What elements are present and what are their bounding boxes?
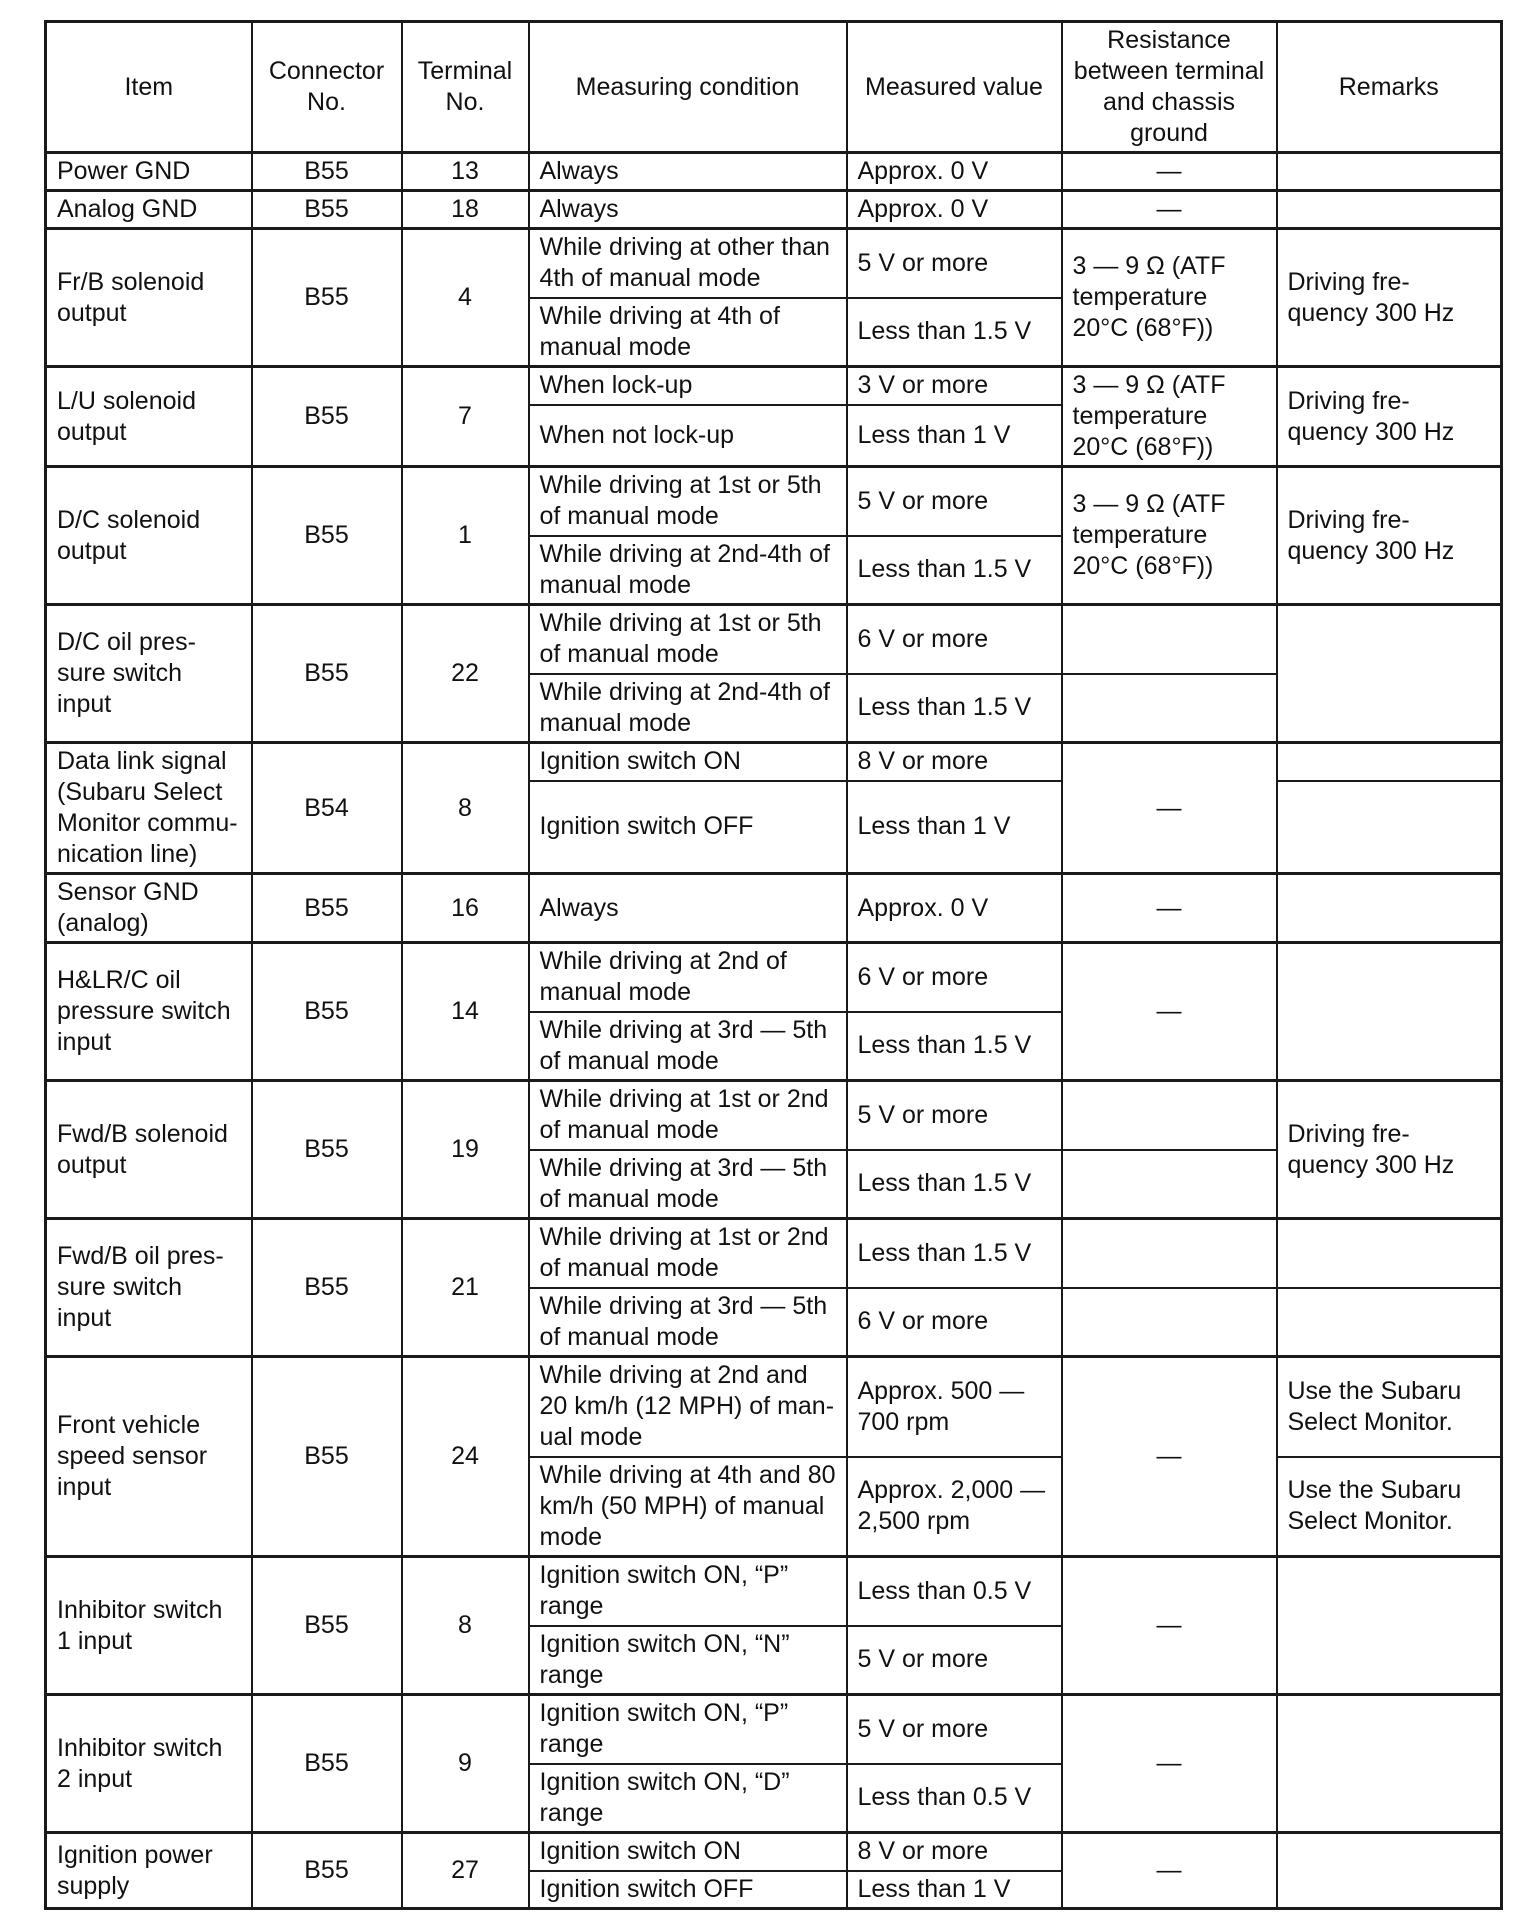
condition-cell: Always <box>529 191 847 229</box>
remarks-cell <box>1277 743 1502 781</box>
remarks-cell: Driving fre-quency 300 Hz <box>1277 229 1502 367</box>
table-row <box>46 1219 1502 1288</box>
remarks-cell: Driving fre-quency 300 Hz <box>1277 1081 1502 1219</box>
remarks-cell <box>1277 1833 1502 1909</box>
item-cell: Front vehicle speed sensor input <box>46 1357 252 1557</box>
table-row <box>46 605 1502 674</box>
connector-cell: B55 <box>252 229 402 367</box>
terminal-cell: 22 <box>402 605 529 743</box>
connector-cell: B55 <box>252 605 402 743</box>
remarks-cell <box>1277 153 1502 191</box>
terminal-cell: 13 <box>402 153 529 191</box>
terminal-cell: 18 <box>402 191 529 229</box>
terminal-cell: 8 <box>402 743 529 874</box>
connector-cell: B55 <box>252 1557 402 1695</box>
connector-cell: B54 <box>252 743 402 874</box>
terminal-cell: 7 <box>402 367 529 467</box>
table-row <box>46 1357 1502 1457</box>
condition-cell: Ignition switch ON <box>529 743 847 781</box>
connector-cell: B55 <box>252 943 402 1081</box>
condition-cell: While driving at 2nd-4th of manual mode <box>529 674 847 743</box>
resistance-cell <box>1062 1288 1277 1357</box>
condition-cell: While driving at 4th and 80 km/h (50 MPH) of manual mode <box>529 1457 847 1557</box>
connector-cell: B55 <box>252 874 402 943</box>
resistance-cell <box>1062 1150 1277 1219</box>
value-cell: 5 V or more <box>847 467 1062 536</box>
value-cell: 5 V or more <box>847 1695 1062 1764</box>
terminal-cell: 1 <box>402 467 529 605</box>
resistance-cell: — <box>1062 1695 1277 1833</box>
condition-cell: Ignition switch OFF <box>529 1871 847 1909</box>
condition-cell: Ignition switch ON, “D” range <box>529 1764 847 1833</box>
value-cell: 5 V or more <box>847 1081 1062 1150</box>
table-row <box>46 743 1502 781</box>
resistance-cell <box>1062 605 1277 674</box>
resistance-cell: — <box>1062 191 1277 229</box>
value-cell: Less than 1 V <box>847 405 1062 467</box>
value-cell: Less than 0.5 V <box>847 1764 1062 1833</box>
resistance-cell: 3 — 9 Ω (ATF temperature 20°C (68°F)) <box>1062 367 1277 467</box>
value-cell: Approx. 500 — 700 rpm <box>847 1357 1062 1457</box>
resistance-cell: — <box>1062 874 1277 943</box>
header-remarks: Remarks <box>1277 22 1502 153</box>
terminal-cell: 16 <box>402 874 529 943</box>
connector-cell: B55 <box>252 1219 402 1357</box>
terminal-cell: 14 <box>402 943 529 1081</box>
value-cell: 6 V or more <box>847 1288 1062 1357</box>
terminal-cell: 27 <box>402 1833 529 1909</box>
table-row <box>46 1833 1502 1871</box>
connector-cell: B55 <box>252 367 402 467</box>
table-row <box>46 1695 1502 1764</box>
remarks-cell: Driving fre-quency 300 Hz <box>1277 367 1502 467</box>
condition-cell: Ignition switch ON, “P” range <box>529 1557 847 1626</box>
remarks-cell <box>1277 191 1502 229</box>
header-row <box>46 22 1502 153</box>
remarks-cell <box>1277 1695 1502 1833</box>
resistance-cell: 3 — 9 Ω (ATF temperature 20°C (68°F)) <box>1062 467 1277 605</box>
value-cell: Less than 1.5 V <box>847 536 1062 605</box>
connector-cell: B55 <box>252 153 402 191</box>
condition-cell: While driving at 1st or 2nd of manual mode <box>529 1219 847 1288</box>
remarks-cell <box>1277 605 1502 743</box>
resistance-cell: — <box>1062 743 1277 874</box>
connector-cell: B55 <box>252 1695 402 1833</box>
item-cell: Data link signal (Subaru Select Monitor commu-nication line) <box>46 743 252 874</box>
table-row <box>46 367 1502 405</box>
remarks-cell <box>1277 1557 1502 1695</box>
resistance-cell: — <box>1062 1557 1277 1695</box>
remarks-cell: Use the Subaru Select Monitor. <box>1277 1357 1502 1457</box>
value-cell: 3 V or more <box>847 367 1062 405</box>
connector-cell: B55 <box>252 1833 402 1909</box>
remarks-cell: Use the Subaru Select Monitor. <box>1277 1457 1502 1557</box>
header-condition: Measuring condition <box>529 22 847 153</box>
value-cell: Less than 1.5 V <box>847 1219 1062 1288</box>
condition-cell: Always <box>529 153 847 191</box>
table-row <box>46 191 1502 229</box>
connector-cell: B55 <box>252 1081 402 1219</box>
item-cell: L/U solenoid output <box>46 367 252 467</box>
value-cell: 8 V or more <box>847 1833 1062 1871</box>
value-cell: Approx. 0 V <box>847 874 1062 943</box>
item-cell: Fwd/B solenoid output <box>46 1081 252 1219</box>
condition-cell: Always <box>529 874 847 943</box>
condition-cell: When not lock-up <box>529 405 847 467</box>
value-cell: 6 V or more <box>847 943 1062 1012</box>
item-cell: Ignition power supply <box>46 1833 252 1909</box>
resistance-cell: — <box>1062 943 1277 1081</box>
value-cell: Less than 0.5 V <box>847 1557 1062 1626</box>
resistance-cell: — <box>1062 1357 1277 1557</box>
connector-cell: B55 <box>252 1357 402 1557</box>
item-cell: Sensor GND (analog) <box>46 874 252 943</box>
value-cell: Less than 1.5 V <box>847 1150 1062 1219</box>
header-value: Measured value <box>847 22 1062 153</box>
remarks-cell <box>1277 1219 1502 1288</box>
value-cell: Less than 1.5 V <box>847 298 1062 367</box>
resistance-cell: 3 — 9 Ω (ATF temperature 20°C (68°F)) <box>1062 229 1277 367</box>
item-cell: D/C oil pres-sure switch input <box>46 605 252 743</box>
table-row <box>46 467 1502 536</box>
table-row <box>46 153 1502 191</box>
condition-cell: Ignition switch ON, “P” range <box>529 1695 847 1764</box>
resistance-cell <box>1062 674 1277 743</box>
value-cell: Less than 1.5 V <box>847 1012 1062 1081</box>
value-cell: Less than 1 V <box>847 1871 1062 1909</box>
remarks-cell <box>1277 781 1502 874</box>
terminal-cell: 9 <box>402 1695 529 1833</box>
header-item: Item <box>46 22 252 153</box>
item-cell: Inhibitor switch 2 input <box>46 1695 252 1833</box>
condition-cell: While driving at other than 4th of manual mode <box>529 229 847 298</box>
value-cell: 6 V or more <box>847 605 1062 674</box>
value-cell: 5 V or more <box>847 229 1062 298</box>
remarks-cell <box>1277 874 1502 943</box>
measurement-table <box>44 20 1503 1910</box>
resistance-cell: — <box>1062 1833 1277 1909</box>
condition-cell: While driving at 4th of manual mode <box>529 298 847 367</box>
header-resistance: Resistance between terminal and chassis ground <box>1062 22 1277 153</box>
header-terminal: Terminal No. <box>402 22 529 153</box>
value-cell: Less than 1 V <box>847 781 1062 874</box>
terminal-cell: 24 <box>402 1357 529 1557</box>
table-row <box>46 229 1502 298</box>
condition-cell: While driving at 2nd and 20 km/h (12 MPH) of man-ual mode <box>529 1357 847 1457</box>
table-row <box>46 1081 1502 1150</box>
item-cell: Analog GND <box>46 191 252 229</box>
condition-cell: While driving at 3rd — 5th of manual mode <box>529 1012 847 1081</box>
resistance-cell <box>1062 1219 1277 1288</box>
item-cell: D/C solenoid output <box>46 467 252 605</box>
condition-cell: While driving at 1st or 5th of manual mode <box>529 605 847 674</box>
item-cell: Inhibitor switch 1 input <box>46 1557 252 1695</box>
condition-cell: While driving at 1st or 2nd of manual mode <box>529 1081 847 1150</box>
connector-cell: B55 <box>252 467 402 605</box>
condition-cell: While driving at 2nd of manual mode <box>529 943 847 1012</box>
table-row <box>46 943 1502 1012</box>
value-cell: 8 V or more <box>847 743 1062 781</box>
item-cell: H&LR/C oil pressure switch input <box>46 943 252 1081</box>
remarks-cell: Driving fre-quency 300 Hz <box>1277 467 1502 605</box>
condition-cell: Ignition switch ON <box>529 1833 847 1871</box>
item-cell: Power GND <box>46 153 252 191</box>
item-cell: Fwd/B oil pres-sure switch input <box>46 1219 252 1357</box>
condition-cell: When lock-up <box>529 367 847 405</box>
terminal-cell: 19 <box>402 1081 529 1219</box>
value-cell: Approx. 0 V <box>847 191 1062 229</box>
table-row <box>46 874 1502 943</box>
value-cell: Approx. 0 V <box>847 153 1062 191</box>
terminal-cell: 21 <box>402 1219 529 1357</box>
condition-cell: Ignition switch OFF <box>529 781 847 874</box>
condition-cell: While driving at 2nd-4th of manual mode <box>529 536 847 605</box>
remarks-cell <box>1277 1288 1502 1357</box>
value-cell: 5 V or more <box>847 1626 1062 1695</box>
value-cell: Approx. 2,000 — 2,500 rpm <box>847 1457 1062 1557</box>
remarks-cell <box>1277 943 1502 1081</box>
resistance-cell: — <box>1062 153 1277 191</box>
table-row <box>46 1557 1502 1626</box>
condition-cell: While driving at 3rd — 5th of manual mode <box>529 1288 847 1357</box>
condition-cell: Ignition switch ON, “N” range <box>529 1626 847 1695</box>
condition-cell: While driving at 1st or 5th of manual mode <box>529 467 847 536</box>
header-connector: Connector No. <box>252 22 402 153</box>
connector-cell: B55 <box>252 191 402 229</box>
terminal-cell: 8 <box>402 1557 529 1695</box>
condition-cell: While driving at 3rd — 5th of manual mode <box>529 1150 847 1219</box>
terminal-cell: 4 <box>402 229 529 367</box>
item-cell: Fr/B solenoid output <box>46 229 252 367</box>
value-cell: Less than 1.5 V <box>847 674 1062 743</box>
resistance-cell <box>1062 1081 1277 1150</box>
